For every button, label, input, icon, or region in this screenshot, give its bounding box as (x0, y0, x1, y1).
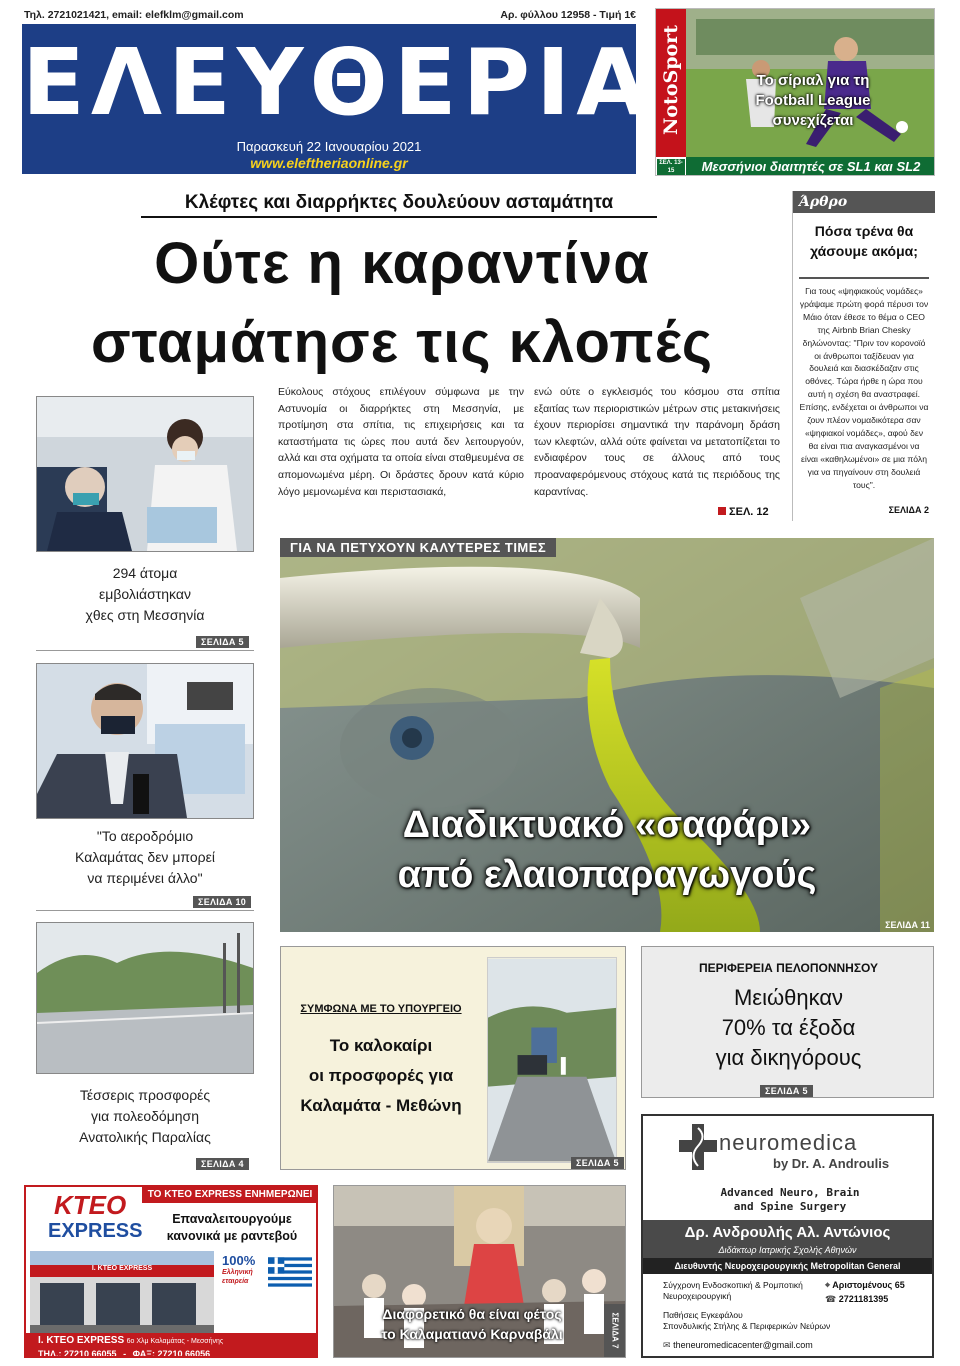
region-headline-line: για δικηγόρους (715, 1045, 862, 1070)
caption-line: Καλαμάτας δεν μπορεί (75, 849, 215, 865)
neuro-service-line: Σύγχρονη Ενδοσκοπική & Ρομποτική (663, 1280, 803, 1290)
vaccination-photo (37, 397, 253, 551)
lead-body-col2: ενώ ούτε ο εγκλεισμός του κόσμου στα σπίτια εξαιτίας των περιοριστικών μέτρων στις μετακινήσεις έχουν περιορίσει σημαντικά την παράνομη δράση των κλεφτών, αλλά ούτε φαίνεται να μετατοπίζεται το ενδιαφέρον τους σε άλλους από τους προαναφερόμενους στόχους κατά τις περιόδους της καραντίνας. (534, 386, 780, 498)
kteo-ad[interactable] (24, 1185, 318, 1358)
region-story[interactable] (641, 946, 934, 1098)
masthead-contact: Τηλ. 2721021421, email: elefklm@gmail.com (24, 9, 244, 21)
neuro-service-line: Σπονδυλικής Στήλης & Περιφερικών Νεύρων (663, 1321, 831, 1331)
kteo-banner: ΤΟ ΚΤΕΟ EXPRESS ΕΝΗΜΕΡΩΝΕΙ (142, 1187, 318, 1203)
neuro-credentials: Διδάκτωρ Ιατρικής Σχολής Αθηνών (718, 1245, 857, 1255)
kteo-percent: 100% (222, 1253, 256, 1268)
kteo-logo-top: KTEO (54, 1190, 127, 1220)
sport-headline-line: συνεχίζεται (772, 112, 854, 129)
neuro-service2 (663, 1310, 923, 1332)
ministry-headline-line: Το καλοκαίρι (329, 1036, 433, 1055)
kteo-building-sign: I. KTEO EXPRESS (91, 1265, 153, 1272)
ministry-story[interactable] (280, 946, 626, 1170)
location-pin-icon: ⌖ (825, 1280, 831, 1290)
sport-headline (690, 71, 935, 131)
kteo-message-line: Επαναλειτουργούμε (172, 1212, 292, 1226)
article-label (793, 191, 935, 213)
neuromedica-ad[interactable] (641, 1114, 934, 1358)
masthead (22, 24, 654, 174)
airport-photo (37, 664, 253, 818)
article-label-text: Άρθρο (799, 194, 848, 210)
masthead-website[interactable]: www.eleftheriaonline.gr (250, 155, 408, 171)
neuro-tagline-line: and Spine Surgery (733, 1200, 847, 1213)
neuro-address-text: Αριστομένους 65 (832, 1280, 905, 1290)
sport-footer (686, 157, 935, 176)
feature-headline-line1: Διαδικτυακό «σαφάρι» (402, 804, 812, 846)
medical-cross-icon (679, 1124, 717, 1170)
region-headline-line: 70% τα έξοδα (721, 1015, 856, 1040)
lead-kicker: Κλέφτες και διαρρήκτες δουλεύουν ασταμάτητα (141, 190, 657, 218)
kteo-footer-name: I. ΚΤΕΟ EXPRESS (38, 1335, 125, 1346)
carnival-caption-line: το Καλαματιανό Καρναβάλι (381, 1326, 563, 1342)
left-story-page-ref-1: ΣΕΛΙΔΑ 5 (196, 636, 249, 648)
ministry-headline-line: οι προσφορές για (308, 1066, 454, 1085)
caption-line: Τέσσερις προσφορές (79, 1087, 211, 1103)
sport-promo[interactable] (655, 8, 935, 176)
lead-page-ref-text: ΣΕΛ. 12 (729, 506, 769, 518)
caption-line: "Το αεροδρόμιο (96, 828, 194, 844)
neuro-phone: 2721181395 (838, 1294, 889, 1304)
kteo-percent-sub: Ελληνική (222, 1269, 253, 1276)
region-headline (642, 983, 935, 1073)
feature-kicker: ΓΙΑ ΝΑ ΠΕΤΥΧΟΥΝ ΚΑΛΥΤΕΡΕΣ ΤΙΜΕΣ (280, 538, 556, 557)
ministry-headline-line: Καλαμάτα - Μεθώνη (300, 1096, 462, 1115)
neuro-service-line: Νευροχειρουργική (663, 1291, 732, 1301)
ministry-kicker: ΣΥΜΦΩΝΑ ΜΕ ΤΟ ΥΠΟΥΡΓΕΙΟ (300, 1003, 462, 1015)
feature-headline-line2: από ελαιοπαραγωγούς (397, 854, 817, 896)
carnival-caption-line: Διαφορετικό θα είναι φέτος (382, 1306, 562, 1322)
sport-page-tag: ΣΕΛ. 13-15 (657, 159, 685, 175)
neuro-address (825, 1280, 905, 1291)
neuro-email-row[interactable] (663, 1340, 813, 1351)
neuro-by: by Dr. A. Androulis (773, 1156, 890, 1171)
article-box[interactable] (792, 191, 935, 521)
kteo-phone[interactable]: ΤΗΛ.: 27210 66055 (38, 1349, 117, 1358)
phone-icon: ☎ (825, 1294, 837, 1304)
masthead-date: Παρασκευή 22 Ιανουαρίου 2021 (236, 139, 422, 154)
newspaper-title: ΕΛΕΥΘΕΡΙΑ (22, 29, 654, 136)
article-body: Για τους «ψηφιακούς νομάδες» γράψαμε πρώτη φορά πέρυσι τον Μάιο όταν έθεσε το θέμα ο CEO της Airbnb Brian Chesky δηλώνοντας: "Πριν τον κορονοϊό οι άνθρωποι ταξίδευαν για δουλειά και διασκέδαζαν στις οθόνες. Τώρα ήρθε η ώρα που αυτή η σχέση θα αναστραφεί. Επίσης, ενδέχεται οι άνθρωποι να ζουν πλέον νομαδικότερα σαν «ψηφιακοί νομάδες», αφού δεν θα είναι πια αναγκασμένοι να είναι «καθηλωμένοι» σε μια πόλη για να πηγαίνουν στη δουλειά τους". (799, 286, 929, 490)
left-story-caption-3[interactable] (36, 1085, 254, 1148)
notosport-brand (656, 9, 686, 157)
region-page-ref: ΣΕΛΙΔΑ 5 (760, 1085, 813, 1097)
neuro-phone-row[interactable] (825, 1294, 888, 1305)
caption-line: εμβολιάστηκαν (99, 586, 191, 602)
feature-page-ref: ΣΕΛΙΔΑ 11 (885, 920, 930, 930)
neuro-tagline-line: Advanced Neuro, Brain (720, 1186, 860, 1199)
ministry-page-ref: ΣΕΛΙΔΑ 5 (571, 1157, 624, 1169)
kteo-footer: I. ΚΤΕΟ EXPRESS 6o Χλμ Καλαμάτας - Μεσσήνης ΤΗΛ.: 27210 66055 - ΦΑΞ: 27210 66056 (26, 1333, 318, 1358)
kteo-percent-sub: εταιρεία (222, 1278, 249, 1285)
lead-body-col1: Εύκολους στόχους επιλέγουν σύμφωνα με την Αστυνομία οι διαρρήκτες στη Μεσσηνία, με προτίμηση στα σπίτια, τις επιχειρήσεις και τα καταστήματα τις ώρες που αυτά δεν λειτουργούν, αλλά και στα οχήματα τα οποία είναι σταθμευμένα σε απομονωμένα μέρη. Οι δράστες δρουν κατά κύριο λόγο μεμονωμένα και περιστασιακά, (278, 386, 524, 498)
carnival-page-ref (604, 1304, 626, 1358)
kteo-percent-block (218, 1253, 316, 1297)
email-icon: ✉ (663, 1340, 671, 1350)
kteo-logo (32, 1191, 144, 1247)
lead-headline-line1[interactable]: Ούτε η καραντίνα (154, 231, 650, 296)
kteo-fax: ΦΑΞ: 27210 66056 (132, 1349, 211, 1358)
ministry-headline (281, 1031, 481, 1121)
neuro-service-line: Παθήσεις Εγκεφάλου (663, 1310, 743, 1320)
region-kicker: ΠΕΡΙΦΕΡΕΙΑ ΠΕΛΟΠΟΝΝΗΣΟΥ (698, 961, 879, 975)
article-page-ref: ΣΕΛΙΔΑ 2 (888, 505, 929, 515)
caption-line: για πολεοδόμηση (91, 1108, 199, 1124)
region-headline-line: Μειώθηκαν (733, 985, 844, 1010)
kteo-footer-location: 6o Χλμ Καλαμάτας - Μεσσήνης (126, 1338, 224, 1345)
kteo-logo-bottom: EXPRESS (48, 1220, 143, 1242)
coast-road-photo (37, 923, 253, 1073)
neuro-tagline (683, 1186, 897, 1214)
left-story-caption-2[interactable] (36, 826, 254, 889)
caption-line: Ανατολικής Παραλίας (79, 1129, 211, 1145)
caption-line: να περιμένει άλλο" (87, 870, 203, 886)
divider (36, 910, 254, 911)
lead-headline-line2[interactable]: σταμάτησε τις κλοπές (90, 310, 714, 375)
notosport-brand-label: NotoSport (660, 25, 682, 135)
divider (36, 650, 254, 651)
left-story-page-ref-2: ΣΕΛΙΔΑ 10 (193, 896, 251, 908)
sport-footer-text: Μεσσήνιοι διαιτητές σε SL1 και SL2 (701, 159, 921, 174)
feature-story[interactable] (280, 538, 934, 932)
sport-headline-line: Το σίριαλ για τη (756, 72, 870, 89)
neuro-brand: neuromedica (719, 1130, 858, 1155)
feature-headline (280, 800, 934, 900)
kteo-message (146, 1211, 318, 1245)
road-traffic-photo (487, 957, 617, 1163)
lead-page-ref[interactable] (718, 506, 769, 518)
carnival-caption (334, 1304, 610, 1344)
greek-flag-icon (268, 1257, 312, 1287)
carnival-page-ref-text: ΣΕΛΙΔΑ 7 (610, 1312, 620, 1349)
kteo-message-line: κανονικά με ραντεβού (166, 1229, 298, 1243)
left-story-page-ref-3: ΣΕΛΙΔΑ 4 (196, 1158, 249, 1170)
neuro-doctor: Δρ. Ανδρουλής Αλ. Αντώνιος (684, 1224, 891, 1241)
caption-line: χθες στη Μεσσηνία (85, 607, 205, 623)
kteo-building-photo (30, 1251, 214, 1335)
masthead-issue: Αρ. φύλλου 12958 - Τιμή 1€ (500, 9, 636, 21)
neuro-director: Διευθυντής Νευροχειρουργικής Metropolitan General (643, 1258, 932, 1274)
sport-headline-line: Football League (755, 92, 871, 109)
carnival-story[interactable] (333, 1185, 626, 1358)
article-title: Πόσα τρένα θα χάσουμε ακόμα; (810, 223, 918, 259)
left-story-caption-1[interactable] (36, 563, 254, 626)
caption-line: 294 άτομα (112, 565, 178, 581)
neuro-email: theneuromedicacenter@gmail.com (673, 1340, 813, 1350)
neuro-service1 (663, 1280, 823, 1302)
